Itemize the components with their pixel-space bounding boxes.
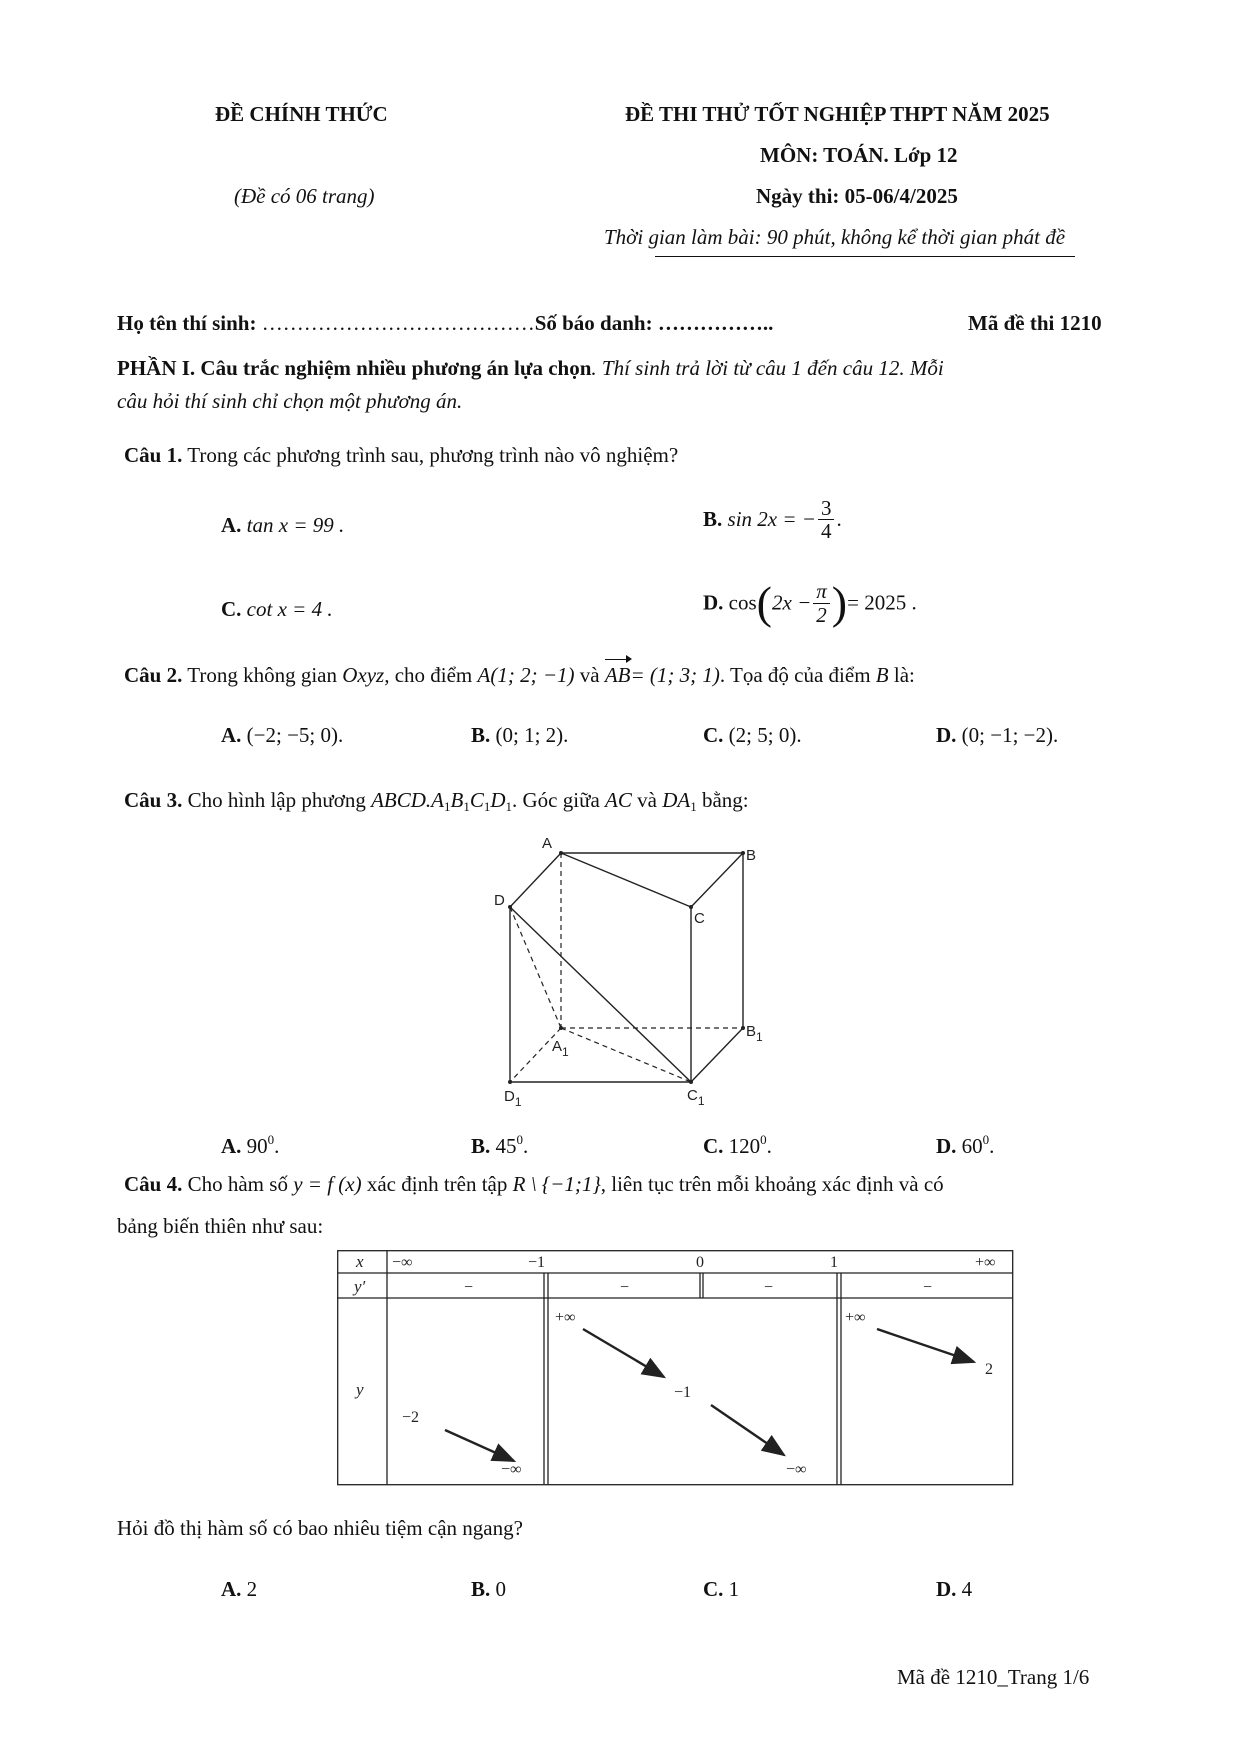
edge-c1b1 <box>691 1028 743 1082</box>
x-neg-inf: −∞ <box>392 1254 413 1271</box>
q4-text-line-2: bảng biến thiên như sau: <box>117 1214 324 1238</box>
x-minus-one: −1 <box>528 1254 546 1271</box>
part1-instruction-2: câu hỏi thí sinh chỉ chọn một phương án. <box>117 389 463 413</box>
q3-cube-name: $ABCD.A_1B_1C_1D_1$ <box>371 788 513 814</box>
q4-domain: R \ {−1;1} <box>512 1172 601 1196</box>
yp-sign-4: − <box>923 1279 933 1296</box>
exam-date: Ngày thi: 05-06/4/2025 <box>756 184 958 208</box>
q3-text-2: . Góc giữa <box>512 788 606 812</box>
page-count: (Đề có 06 trang) <box>234 184 375 208</box>
subject: MÔN: TOÁN. Lớp 12 <box>760 143 958 167</box>
q2-vector: AB <box>604 663 631 687</box>
edge-a1d1 <box>510 1028 561 1082</box>
q2-vector-value: = (1; 3; 1) <box>630 663 720 687</box>
q3-da1: $DA_1$ <box>662 788 697 814</box>
q2-label: Câu 2. <box>124 663 183 687</box>
y-mid-mid: −1 <box>674 1384 692 1401</box>
q4-text-2: xác định trên tập <box>361 1172 513 1196</box>
q4-b-letter: B. <box>471 1577 491 1601</box>
q2-option-a[interactable] <box>221 723 343 748</box>
q3-d-degree: 0 <box>982 1132 990 1147</box>
q2-a-letter: A. <box>221 723 242 747</box>
exam-duration: Thời gian làm bài: 90 phút, không kể thời gian phát đề <box>604 225 1066 249</box>
exam-title: ĐỀ THI THỬ TỐT NGHIỆP THPT NĂM 2025 <box>625 102 1050 126</box>
y-right-start: +∞ <box>845 1309 866 1326</box>
vertex-d: D <box>494 892 505 909</box>
q3-label: Câu 3. <box>124 788 183 812</box>
q2-b-letter: B. <box>471 723 491 747</box>
q2-c-letter: C. <box>703 723 724 747</box>
q4-text-1: Cho hàm số <box>182 1172 294 1196</box>
q1-a-expr: tan x = 99 . <box>246 513 345 537</box>
sbd-dots[interactable]: …………….. <box>652 311 774 335</box>
table-yprime-label: y′ <box>354 1277 366 1296</box>
cube-figure <box>480 830 780 1110</box>
q3-c-value: 120 <box>728 1134 761 1158</box>
arrow-left <box>445 1430 514 1461</box>
q4-b-value: 0 <box>495 1577 507 1601</box>
q3-c-letter: C. <box>703 1134 724 1158</box>
q4-function: y = f (x) <box>293 1172 362 1196</box>
diagonal-ac <box>561 853 691 907</box>
q2-point: A(1; 2; −1) <box>477 663 575 687</box>
part1-heading-line <box>117 356 944 381</box>
q1-b-lhs: sin 2x = − <box>727 507 816 532</box>
y-right-end: 2 <box>985 1361 993 1378</box>
q3-option-c[interactable]: C. $120^0$. <box>703 1132 772 1158</box>
yp-sign-2: − <box>620 1279 630 1296</box>
q3-b-value: 45 <box>495 1134 517 1158</box>
q4-label: Câu 4. <box>124 1172 183 1196</box>
q1-d-num: π <box>813 580 830 603</box>
q4-c-letter: C. <box>703 1577 724 1601</box>
y-mid-start: +∞ <box>555 1309 576 1326</box>
q3-c-degree: 0 <box>760 1132 767 1147</box>
x-pos-inf: +∞ <box>975 1254 996 1271</box>
x-zero: 0 <box>696 1254 704 1271</box>
q1-d-rhs: = 2025 . <box>847 590 917 615</box>
q2-a-value: (−2; −5; 0). <box>246 723 344 747</box>
vertex-a: A <box>542 835 553 852</box>
q1-d-den: 2 <box>816 602 827 627</box>
table-x-label: x <box>356 1252 364 1271</box>
q1-option-d[interactable]: D. cos(2x − $\frac{\pi}{2}$ )= 2025 . <box>703 577 917 628</box>
q3-text-4: bằng: <box>696 788 749 812</box>
q3-text-3: và <box>631 788 663 812</box>
q1-option-b[interactable]: B. sin 2x = − $\frac{3}{4}$ . <box>703 496 842 544</box>
yp-sign-3: − <box>764 1279 774 1296</box>
arrow-right <box>877 1329 974 1362</box>
q2-text-3: và <box>574 663 605 687</box>
q1-b-fraction <box>818 497 835 542</box>
q2-d-value: (0; −1; −2). <box>961 723 1059 747</box>
q2-option-b[interactable] <box>471 723 568 748</box>
variation-table <box>337 1250 1014 1486</box>
page-footer: Mã đề 1210_Trang 1/6 <box>897 1665 1090 1689</box>
q2-text-1: Trong không gian <box>182 663 343 687</box>
q2-point-b: B <box>875 663 889 687</box>
q4-a-letter: A. <box>221 1577 242 1601</box>
question-2 <box>124 663 915 688</box>
q2-c-value: (2; 5; 0). <box>728 723 802 747</box>
q3-ac: AC <box>605 788 632 812</box>
q1-b-den: 4 <box>820 519 832 544</box>
name-dots[interactable]: ………………………………… <box>256 311 535 335</box>
q2-space: Oxyz, <box>342 663 390 687</box>
vertex-c: C <box>694 910 705 927</box>
name-label: Họ tên thí sinh: <box>117 311 257 335</box>
q1-d-inner: 2x − <box>772 590 812 615</box>
q1-text: Trong các phương trình sau, phương trình nào vô nghiệm? <box>182 443 679 467</box>
y-mid-end: −∞ <box>786 1461 807 1478</box>
q3-d-letter: D. <box>936 1134 957 1158</box>
q4-c-value: 1 <box>728 1577 740 1601</box>
q1-b-num: 3 <box>818 497 835 520</box>
q4-option-c[interactable] <box>703 1577 739 1602</box>
vertex-c1: $C_1$ <box>687 1087 705 1108</box>
q1-d-fraction <box>813 580 830 625</box>
diagonal-da1 <box>510 907 561 1028</box>
vertex-a1: $A_1$ <box>552 1038 569 1059</box>
x-one: 1 <box>830 1254 838 1271</box>
q3-option-b[interactable]: B. $45^0$. <box>471 1132 529 1158</box>
q2-b-value: (0; 1; 2). <box>495 723 569 747</box>
q3-text-1: Cho hình lập phương <box>182 788 372 812</box>
arrow-mid-2 <box>711 1405 784 1455</box>
header-underline <box>655 256 1075 257</box>
q3-a-letter: A. <box>221 1134 242 1158</box>
q2-option-c[interactable] <box>703 723 802 748</box>
exam-code: Mã đề thi 1210 <box>968 311 1102 335</box>
q1-c-expr: cot x = 4 . <box>246 597 333 621</box>
question-4 <box>124 1172 944 1197</box>
q4-text-3: , liên tục trên mỗi khoảng xác định và có <box>600 1172 944 1196</box>
vertex-b: B <box>746 847 757 864</box>
table-border <box>338 1251 1013 1485</box>
question-3 <box>124 788 749 815</box>
part1-instruction: . Thí sinh trả lời từ câu 1 đến câu 12. Mỗi <box>591 356 944 380</box>
diagonal-dc1 <box>510 907 691 1082</box>
table-y-label: y <box>356 1380 364 1399</box>
q1-label: Câu 1. <box>124 443 183 467</box>
q3-a-value: 90 <box>246 1134 268 1158</box>
vertex-b1: $B_1$ <box>746 1023 763 1044</box>
q1-d-letter: D. <box>703 590 724 615</box>
q4-a-value: 2 <box>246 1577 258 1601</box>
q4-option-d[interactable] <box>936 1577 972 1602</box>
part1-heading: PHẦN I. Câu trắc nghiệm nhiều phương án lựa chọn <box>117 356 592 380</box>
q2-text-2: cho điểm <box>389 663 478 687</box>
q3-b-letter: B. <box>471 1134 491 1158</box>
arrow-mid-1 <box>583 1329 664 1377</box>
q4-option-a[interactable] <box>221 1577 257 1602</box>
y-left-end: −∞ <box>501 1461 522 1478</box>
edge-bc <box>691 853 743 907</box>
q1-d-cos: cos <box>728 590 757 615</box>
q2-d-letter: D. <box>936 723 957 747</box>
q3-a-degree: 0 <box>267 1132 275 1147</box>
q1-a-letter: A. <box>221 513 242 537</box>
student-info-line <box>117 311 773 336</box>
edge-ad <box>510 853 561 907</box>
q1-option-c[interactable] <box>221 597 333 622</box>
q3-option-a[interactable]: A. $90^0$. <box>221 1132 280 1158</box>
q4-d-letter: D. <box>936 1577 957 1601</box>
q3-option-d[interactable]: D. $60^0$. <box>936 1132 995 1158</box>
diagonal-a1c1 <box>561 1028 691 1082</box>
q4-option-b[interactable] <box>471 1577 506 1602</box>
yp-sign-1: − <box>464 1279 474 1296</box>
official-label: ĐỀ CHÍNH THỨC <box>215 102 388 126</box>
q4-d-value: 4 <box>961 1577 973 1601</box>
vertex-d1: $D_1$ <box>504 1088 522 1109</box>
q3-d-value: 60 <box>961 1134 983 1158</box>
q3-b-degree: 0 <box>516 1132 524 1147</box>
q2-text-5: là: <box>888 663 915 687</box>
q1-option-a[interactable] <box>221 513 344 538</box>
q4-question: Hỏi đồ thị hàm số có bao nhiêu tiệm cận ngang? <box>117 1516 523 1540</box>
q2-option-d[interactable] <box>936 723 1058 748</box>
y-left-start: −2 <box>402 1409 420 1426</box>
q2-text-4: . Tọa độ của điểm <box>719 663 876 687</box>
sbd-label: Số báo danh: <box>534 311 653 335</box>
q1-c-letter: C. <box>221 597 242 621</box>
question-1 <box>124 443 678 468</box>
q1-b-letter: B. <box>703 507 723 532</box>
